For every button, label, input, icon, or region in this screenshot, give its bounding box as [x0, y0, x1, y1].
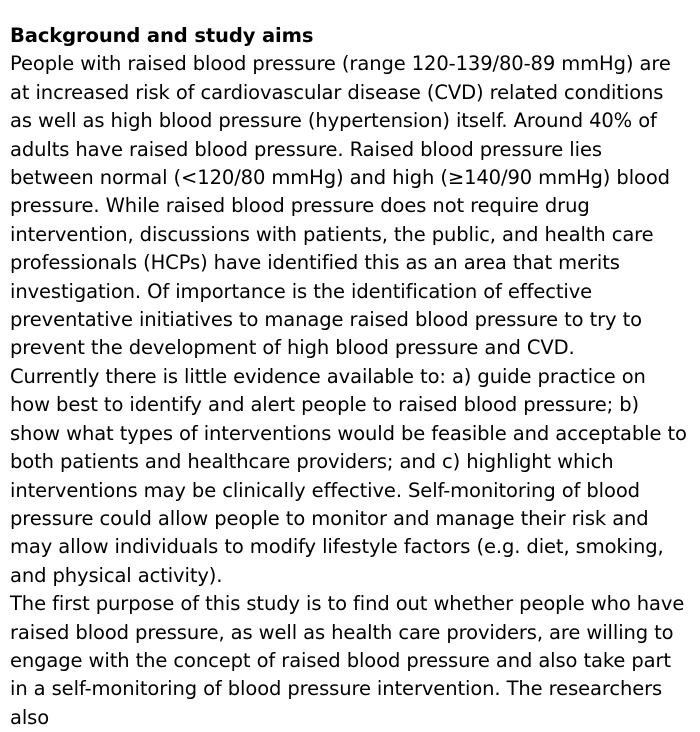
paragraph-3: The first purpose of this study is to find out whether people who have raised blood pressure, as well as health care providers, are willing to engage with the concept of raised blood pressure and also take part in a self-monitoring of blood pressure intervention. The researchers also	[10, 592, 685, 729]
paragraph-1: People with raised blood pressure (range 120-139/80-89 mmHg) are at increased risk of cardiovascular disease (CVD) related conditions as well as high blood pressure (hypertension) itself. Around 40% of adults have raised blood pressure. Raised blood pressure lies between normal (<120/80 mmHg) and high (≥140/90 mmHg) blood pressure. While raised blood pressure does not require drug intervention, discussions with patients, the public, and health care professionals (HCPs) have identified this as an area that merits investigation. Of importance is the identification of effective preventative initiatives to manage raised blood pressure to try to prevent the development of high blood pressure and CVD.	[10, 52, 671, 360]
paragraph-2: Currently there is little evidence available to: a) guide practice on how best to identify and alert people to raised blood pressure; b) show what types of interventions would be feasible and acceptable to both patients and healthcare providers; and c) highlight which interventions may be clinically effective. Self-monitoring of blood pressure could allow people to monitor and manage their risk and may allow individuals to modify lifestyle factors (e.g. diet, smoking, and physical activity).	[10, 364, 687, 587]
section-heading: Background and study aims	[10, 24, 314, 47]
document-body	[10, 22, 690, 732]
